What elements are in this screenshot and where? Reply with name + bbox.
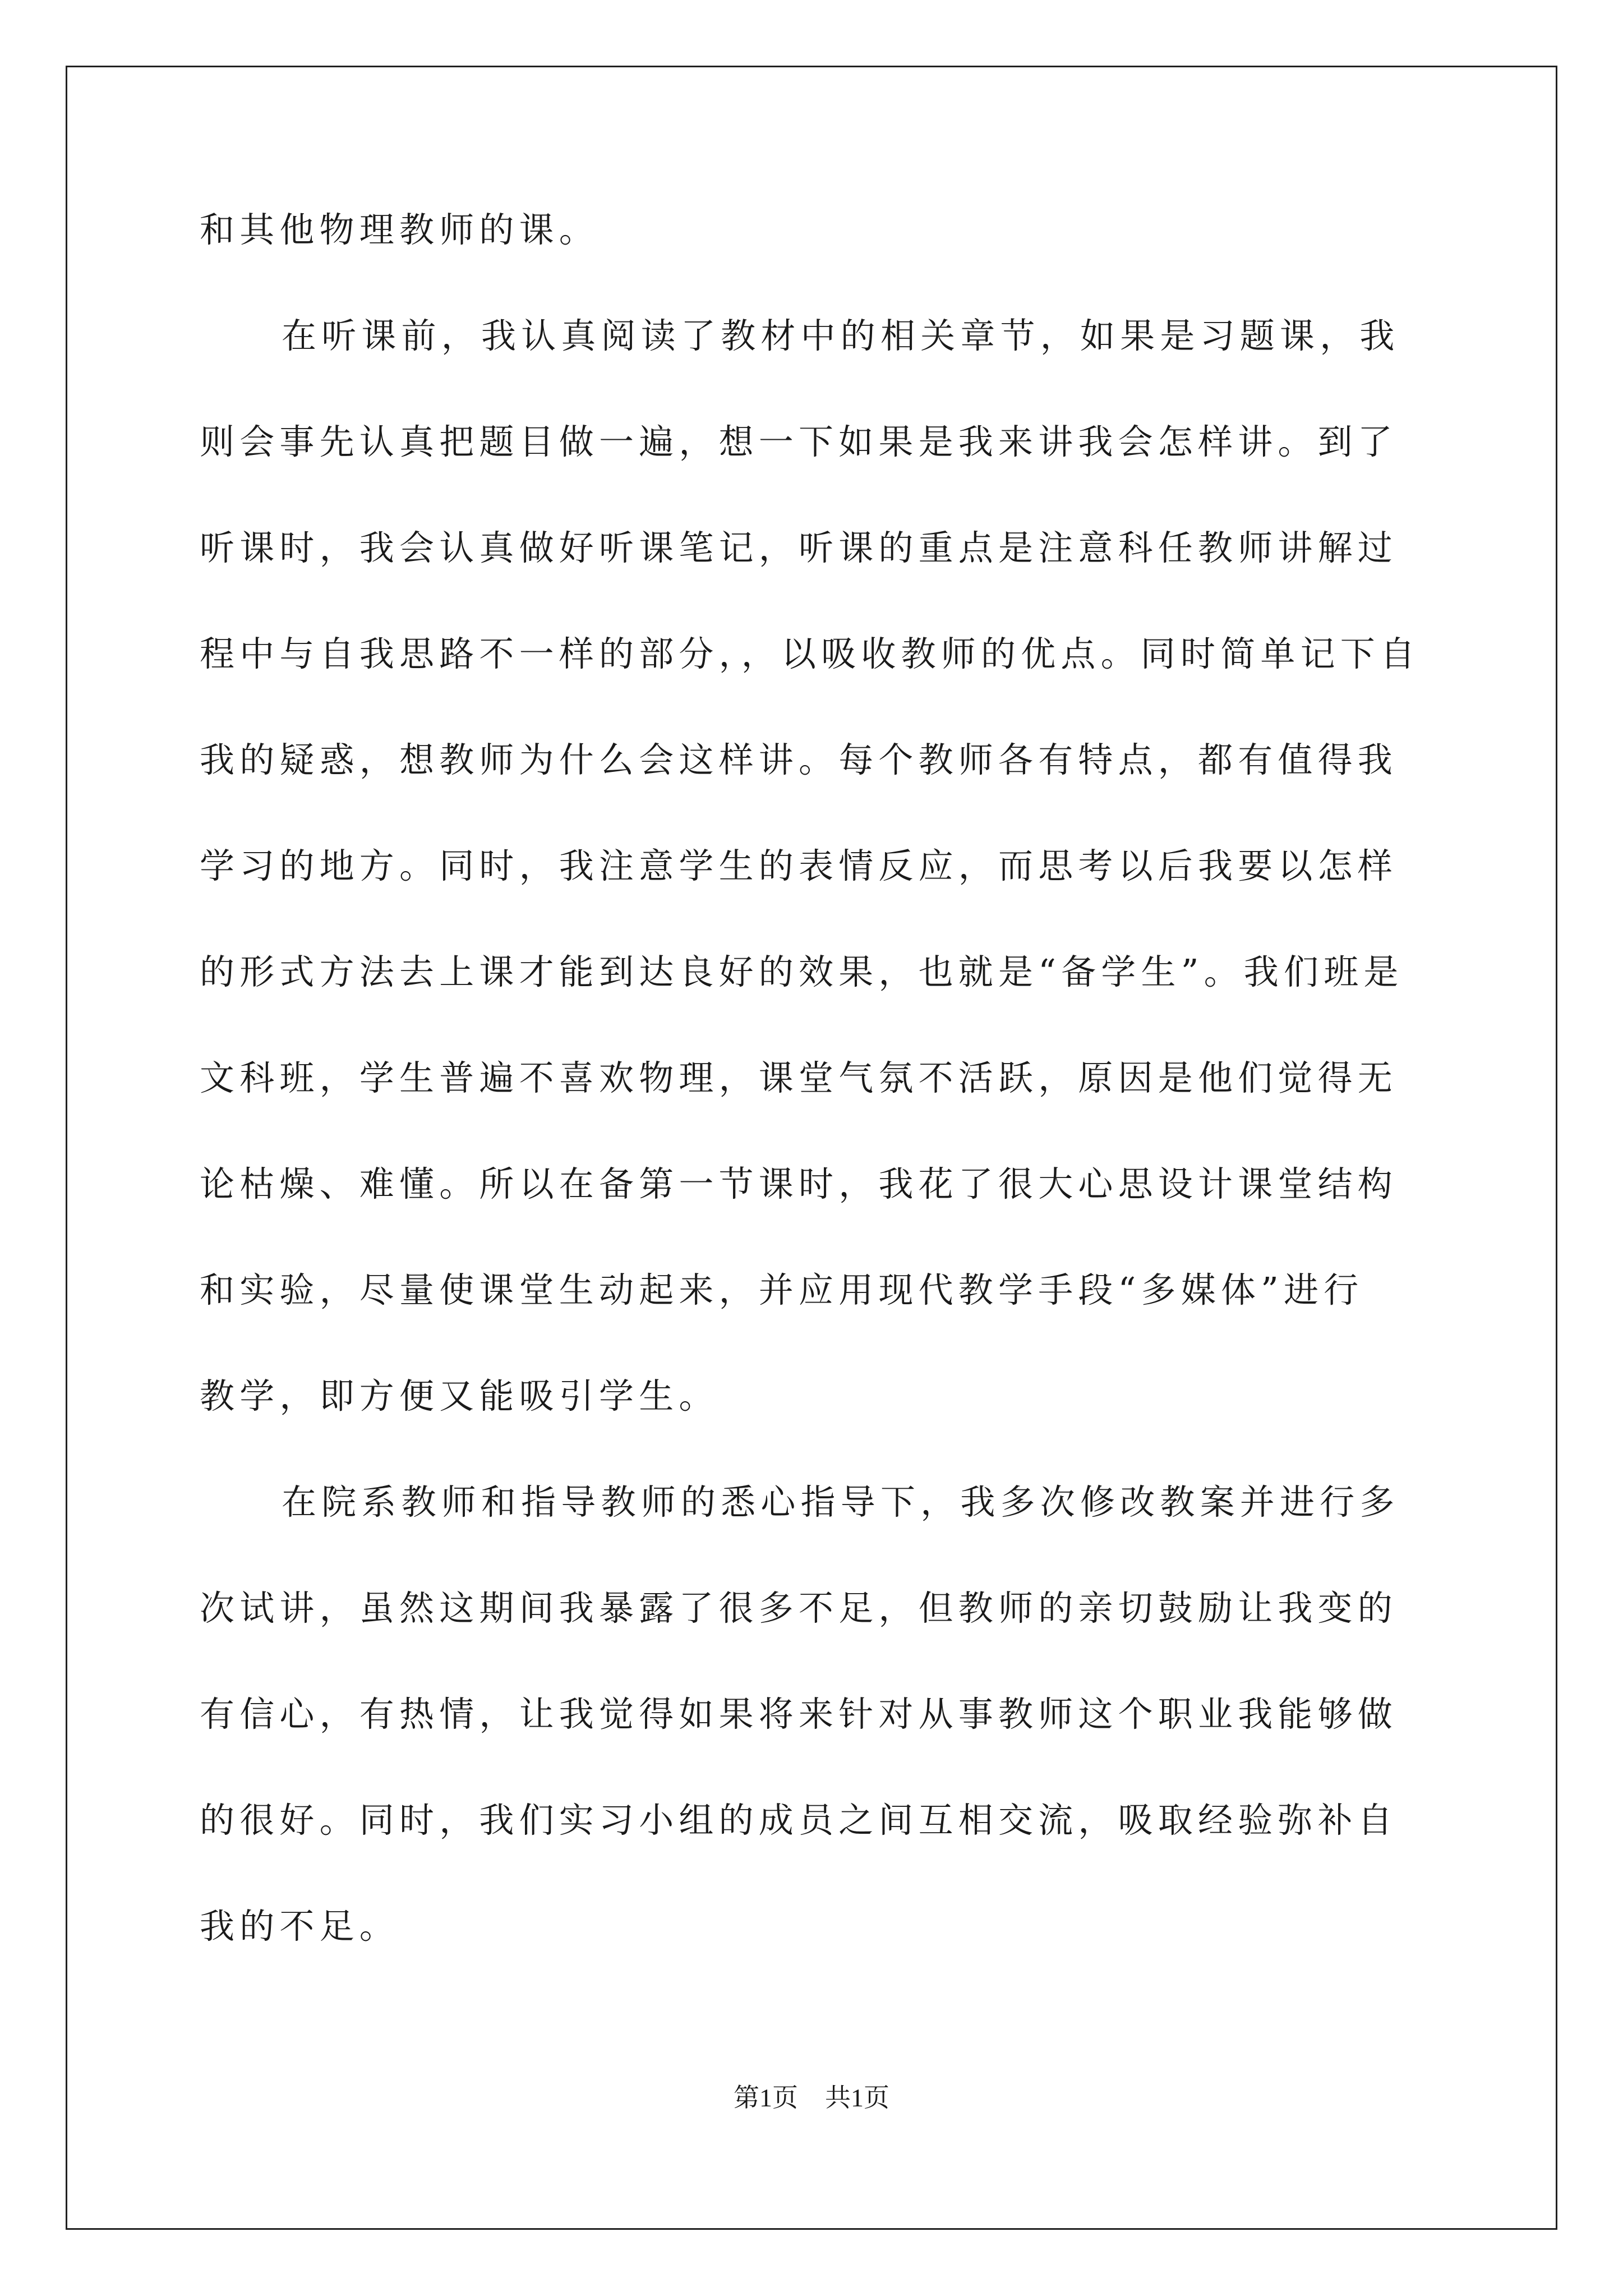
text-line: 则会事先认真把题目做一遍，想一下如果是我来讲我会怎样讲。到了 — [200, 421, 1398, 462]
page-number-current: 第1页 — [734, 2083, 798, 2112]
text-line: 有信心，有热情，让我觉得如果将来针对从事教师这个职业我能够做 — [200, 1694, 1398, 1734]
text-line: 教学，即方便又能吸引学生。 — [200, 1375, 719, 1416]
document-body — [200, 208, 1422, 2010]
paragraph-first-line: 在听课前，我认真阅读了教材中的相关章节，如果是习题课，我 — [282, 315, 1400, 356]
text-line: 的很好。同时，我们实习小组的成员之间互相交流，吸取经验弥补自 — [200, 1800, 1398, 1841]
page-number-total: 共1页 — [825, 2083, 889, 2112]
text-line: 次试讲，虽然这期间我暴露了很多不足，但教师的亲切鼓励让我变的 — [200, 1588, 1398, 1628]
text-line: 听课时，我会认真做好听课笔记，听课的重点是注意科任教师讲解过 — [200, 527, 1398, 568]
text-line: 文科班，学生普遍不喜欢物理，课堂气氛不活跃，原因是他们觉得无 — [200, 1057, 1398, 1098]
text-line: 的形式方法去上课才能到达良好的效果，也就是“备学生”。我们班是 — [200, 951, 1404, 992]
text-line: 程中与自我思路不一样的部分，，以吸收教师的优点。同时简单记下自 — [200, 633, 1421, 674]
text-line: 论枯燥、难懂。所以在备第一节课时，我花了很大心思设计课堂结构 — [200, 1163, 1398, 1204]
paragraph-first-line: 在院系教师和指导教师的悉心指导下，我多次修改教案并进行多 — [282, 1481, 1400, 1522]
page-footer — [0, 2081, 1623, 2115]
text-line: 学习的地方。同时，我注意学生的表情反应，而思考以后我要以怎样 — [200, 845, 1398, 886]
text-line: 和实验，尽量使课堂生动起来，并应用现代教学手段“多媒体”进行 — [200, 1269, 1364, 1310]
text-line: 我的疑惑，想教师为什么会这样讲。每个教师各有特点，都有值得我 — [200, 739, 1398, 780]
text-line: 我的不足。 — [200, 1906, 400, 1947]
text-line: 和其他物理教师的课。 — [200, 209, 600, 250]
